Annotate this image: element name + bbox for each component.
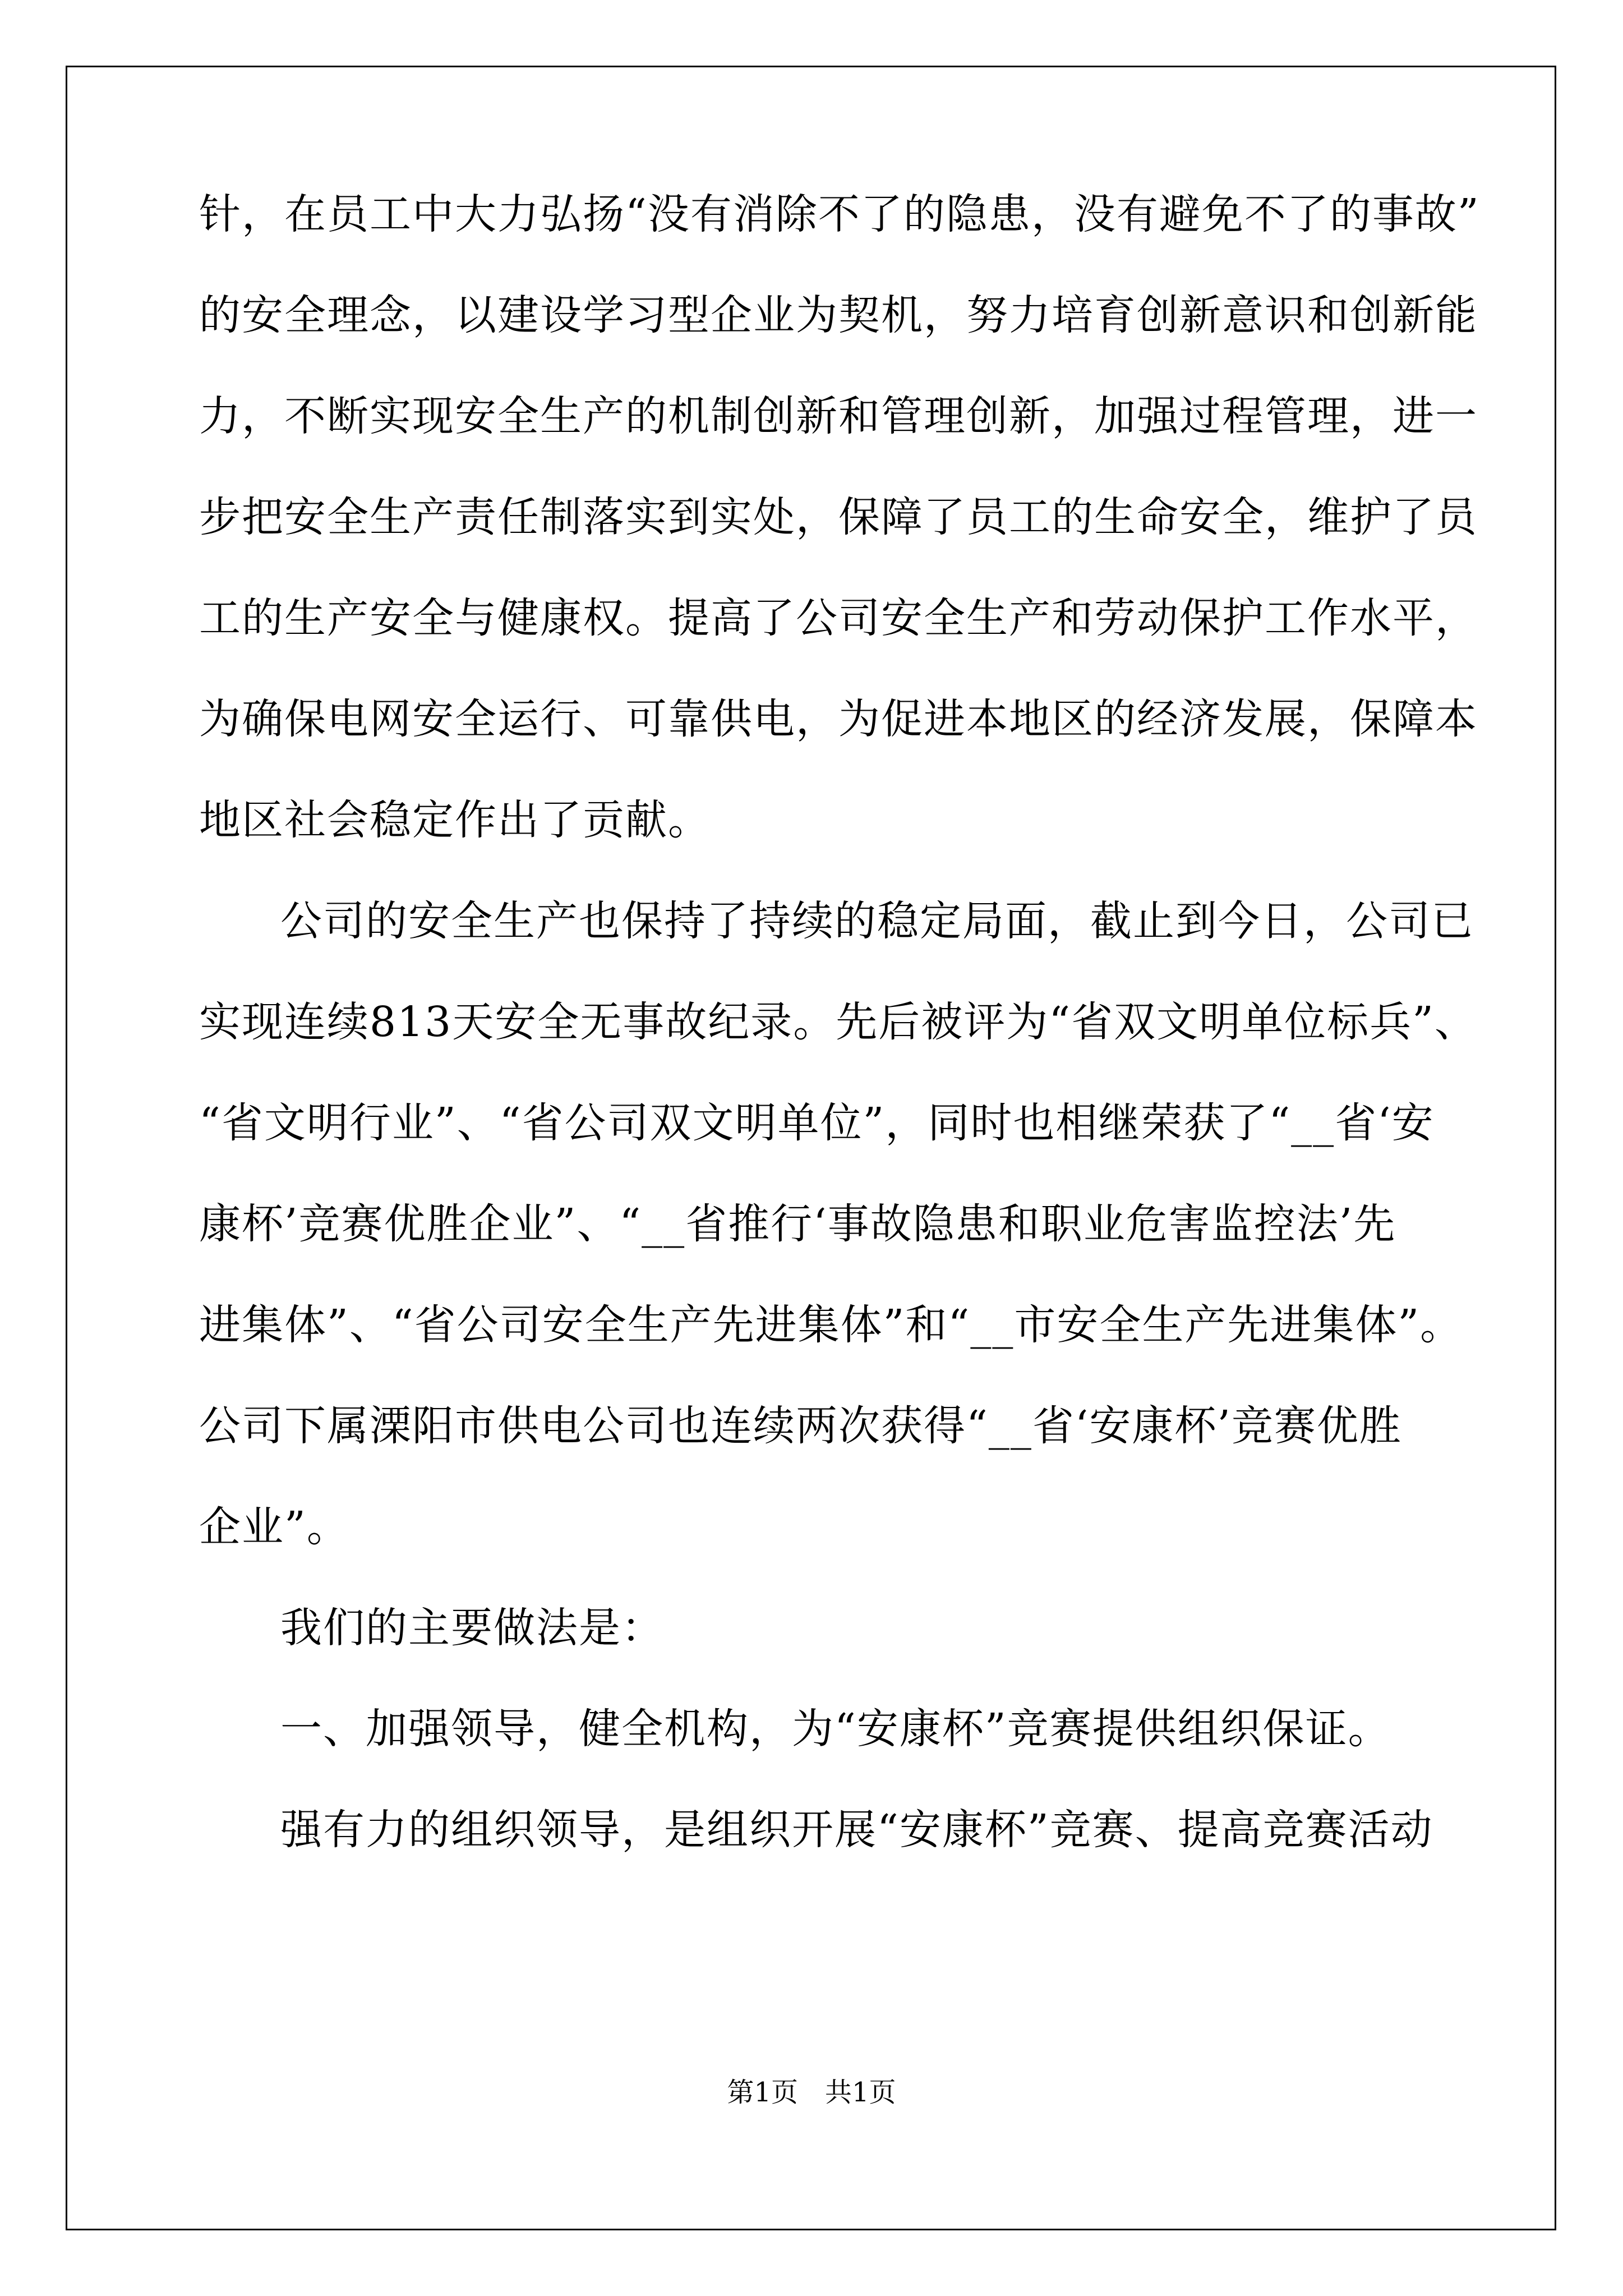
text-line: 为确保电网安全运行、可靠供电，为促进本地区的经济发展，保障本 <box>199 695 1478 743</box>
text-line: 公司下属溧阳市供电公司也连续两次获得“__省‘安康杯’竞赛优胜 <box>199 1402 1402 1450</box>
text-line: 企业”。 <box>199 1503 349 1551</box>
text-line: 力，不断实现安全生产的机制创新和管理创新，加强过程管理，进一 <box>199 392 1478 440</box>
text-line: 一、加强领导，健全机构，为“安康杯”竞赛提供组织保证。 <box>280 1705 1391 1753</box>
text-line: “省文明行业”、“省公司双文明单位”，同时也相继荣获了“__省‘安 <box>199 1099 1435 1147</box>
text-line: 工的生产安全与健康权。提高了公司安全生产和劳动保护工作水平， <box>199 594 1478 642</box>
text-line: 进集体”、“省公司安全生产先进集体”和“__市安全生产先进集体”。 <box>199 1301 1463 1349</box>
text-line: 康杯’竞赛优胜企业”、“__省推行‘事故隐患和职业危害监控法’先 <box>199 1200 1396 1248</box>
text-line: 针，在员工中大力弘扬“没有消除不了的隐患，没有避免不了的事故” <box>199 190 1480 238</box>
text-line: 地区社会稳定作出了贡献。 <box>199 796 711 844</box>
page-footer: 第1页 共1页 <box>727 2077 896 2108</box>
text-line: 实现连续813天安全无事故纪录。先后被评为“省双文明单位标兵”、 <box>199 998 1477 1046</box>
text-line: 我们的主要做法是： <box>280 1604 664 1652</box>
text-line: 步把安全生产责任制落实到实处，保障了员工的生命安全，维护了员 <box>199 493 1478 541</box>
text-line: 公司的安全生产也保持了持续的稳定局面，截止到今日，公司已 <box>280 897 1474 945</box>
text-line: 的安全理念，以建设学习型企业为契机，努力培育创新意识和创新能 <box>199 291 1478 339</box>
text-line: 强有力的组织领导，是组织开展“安康杯”竞赛、提高竞赛活动 <box>280 1806 1433 1854</box>
